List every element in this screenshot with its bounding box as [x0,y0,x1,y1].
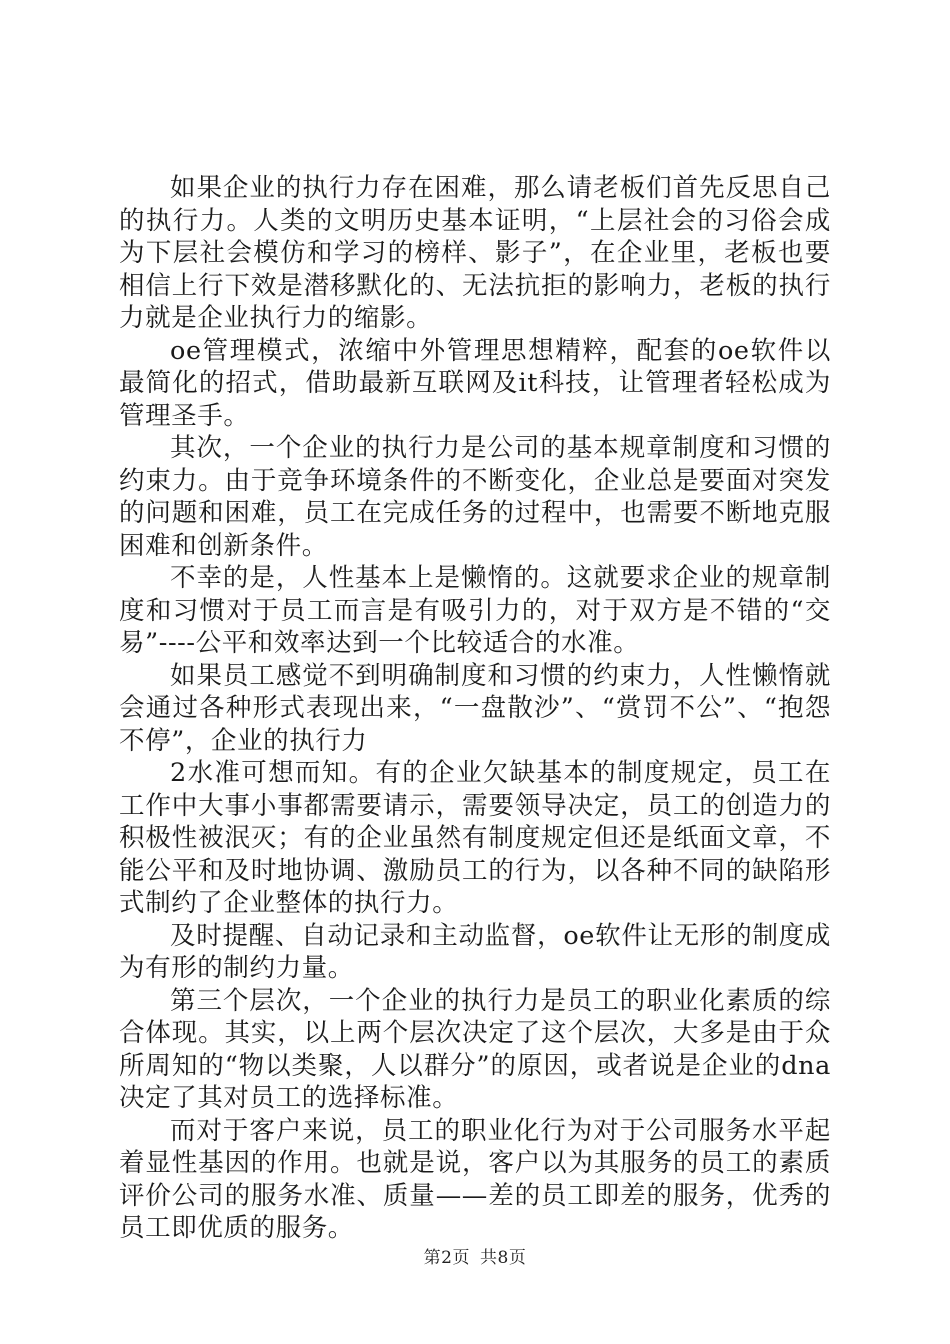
page-number: 第2页 [423,1248,470,1268]
paragraph-5: 如果员工感觉不到明确制度和习惯的约束力，人性懒惰就会通过各种形式表现出来，“一盘散沙”、“赏罚不公”、“抱怨不停”，企业的执行力 [119,660,831,756]
paragraph-2: oe管理模式，浓缩中外管理思想精粹，配套的oe软件以最简化的招式，借助最新互联网及it科技，让管理者轻松成为管理圣手。 [119,335,831,431]
page-footer [0,1243,950,1268]
page-total: 共8页 [480,1248,527,1268]
paragraph-9: 而对于客户来说，员工的职业化行为对于公司服务水平起着显性基因的作用。也就是说，客户以为其服务的员工的素质评价公司的服务水准、质量——差的员工即差的服务，优秀的员工即优质的服务。 [119,1115,831,1243]
document-body [119,172,831,1245]
paragraph-3: 其次，一个企业的执行力是公司的基本规章制度和习惯的约束力。由于竞争环境条件的不断变化，企业总是要面对突发的问题和困难，员工在完成任务的过程中，也需要不断地克服困难和创新条件。 [119,433,831,561]
paragraph-4: 不幸的是，人性基本上是懒惰的。这就要求企业的规章制度和习惯对于员工而言是有吸引力的，对于双方是不错的“交易”----公平和效率达到一个比较适合的水准。 [119,563,831,658]
paragraph-8: 第三个层次，一个企业的执行力是员工的职业化素质的综合体现。其实，以上两个层次决定了这个层次，大多是由于众所周知的“物以类聚，人以群分”的原因，或者说是企业的dna决定了其对员工的选择标准。 [119,985,831,1113]
paragraph-7: 及时提醒、自动记录和主动监督，oe软件让无形的制度成为有形的制约力量。 [119,920,831,983]
paragraph-1: 如果企业的执行力存在困难，那么请老板们首先反思自己的执行力。人类的文明历史基本证明，“上层社会的习俗会成为下层社会模仿和学习的榜样、影子”，在企业里，老板也要相信上行下效是潜移默化的、无法抗拒的影响力，老板的执行力就是企业执行力的缩影。 [119,173,831,333]
paragraph-6: 2水准可想而知。有的企业欠缺基本的制度规定，员工在工作中大事小事都需要请示，需要领导决定，员工的创造力的积极性被泯灭；有的企业虽然有制度规定但还是纸面文章，不能公平和及时地协调、激励员工的行为，以各种不同的缺陷形式制约了企业整体的执行力。 [119,758,831,918]
